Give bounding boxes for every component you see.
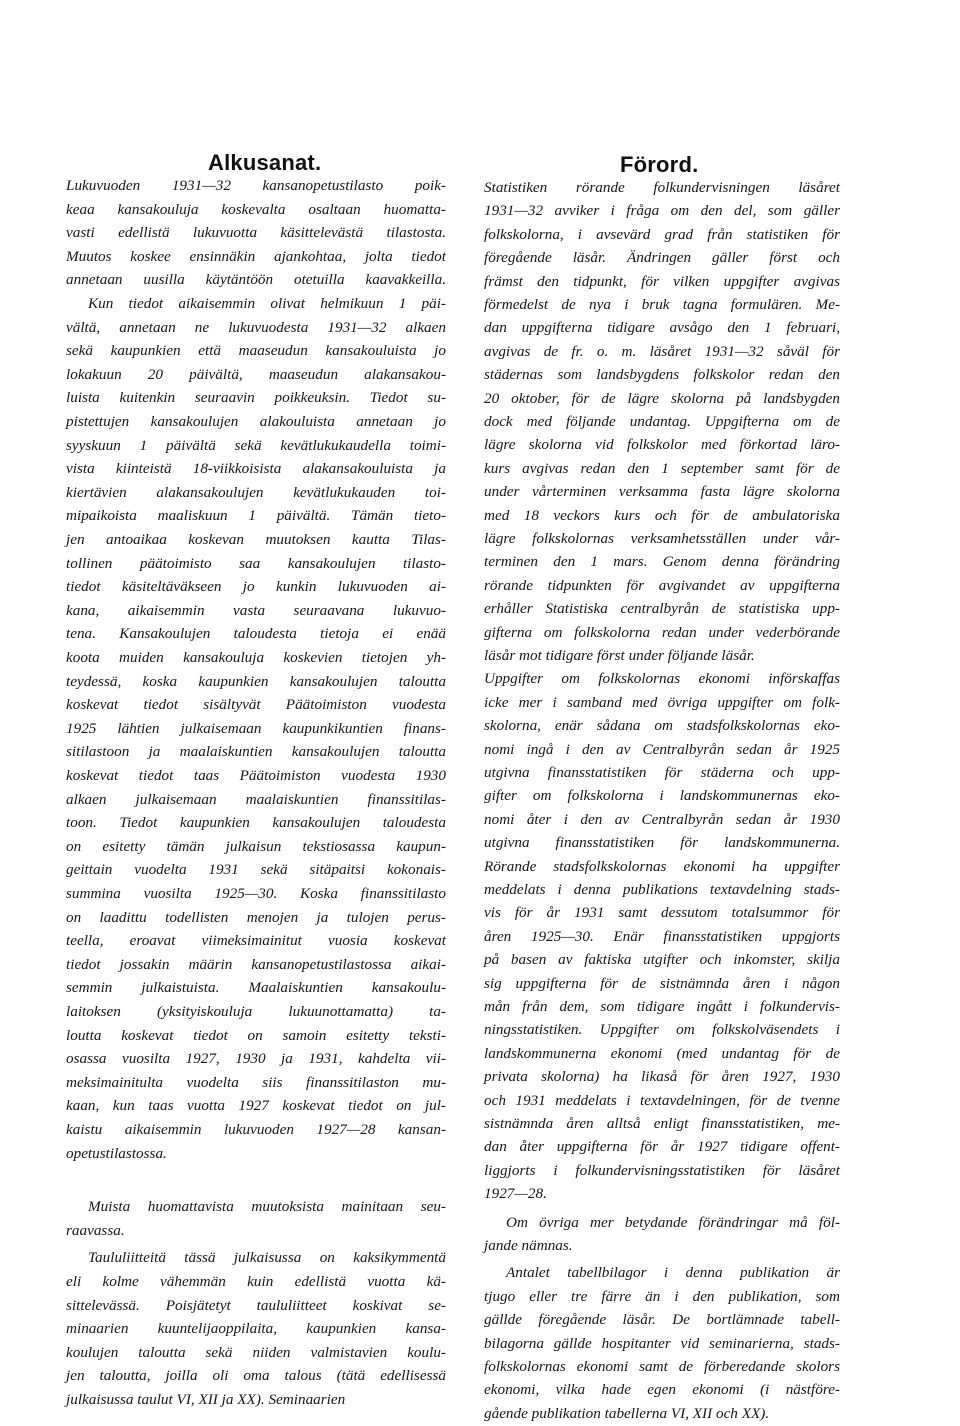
text-line: vis för år 1931 samt dessutom totalsummor för xyxy=(484,904,840,922)
text-line: jande nämnas. xyxy=(484,1237,573,1254)
text-line: Taululiitteitä tässä julkaisussa on kaksikymmentä xyxy=(88,1249,446,1267)
text-line: privata skolorna) ha likaså för åren 1927, 1930 xyxy=(484,1068,840,1086)
text-line: Om övriga mer betydande förändringar må föl- xyxy=(506,1213,840,1231)
text-line: gällde föregående läsår. De bortlämnade tabell- xyxy=(484,1311,840,1329)
text-line: osassa vuosilta 1927, 1930 ja 1931, kahdelta vii- xyxy=(66,1050,446,1068)
text-line: under vårterminen verksamma fasta lägre skolorna xyxy=(484,483,840,501)
text-line: toon. Tiedot kaupunkien kansakoulujen taloudesta xyxy=(66,814,446,832)
text-line: loutta koskevat tiedot on samoin esitetty teksti- xyxy=(66,1026,446,1044)
text-line: tjugo eller tre färre än i den publikation, som xyxy=(484,1287,840,1305)
text-line: städernas som landsbygdens folkskolor redan den xyxy=(484,366,840,384)
text-line: lägre skolorna vid folkskolor med förkortad läro- xyxy=(484,436,840,454)
finnish-title: Alkusanat. xyxy=(208,150,322,175)
text-line: landskommunerna ekonomi (med undantag för de xyxy=(484,1044,840,1062)
text-line: Rörande stadsfolkskolornas ekonomi ha uppgifter xyxy=(484,857,840,875)
text-line: kiertävien alakansakoulujen kevätlukukauden toi- xyxy=(66,483,446,501)
text-line: geittain vuodelta 1931 sekä sitäpaitsi kokonais- xyxy=(66,861,446,879)
text-line: pistettujen kansakoulujen alakouluista annetaan jo xyxy=(66,413,446,430)
text-line: Statistiken rörande folkundervisningen läsåret xyxy=(484,179,840,196)
text-line: tiedot jossakin määrin kansanopetustilastossa aikai- xyxy=(66,955,446,973)
text-line: sitilastoon ja maalaiskuntien kansakoulujen taloutta xyxy=(66,743,446,761)
text-line: Muutos koskee ensinnäkin ajankohtaa, jolta tiedot xyxy=(66,247,446,265)
text-line: och 1931 meddelats i textavdelningen, för de tvenne xyxy=(484,1091,840,1109)
text-line: dock med följande undantag. Uppgifterna om de xyxy=(484,413,840,430)
text-line: icke mer i samband med övriga uppgifter om folk- xyxy=(484,693,840,711)
text-line: tena. Kansakoulujen taloudesta tietoja ei enää xyxy=(66,625,446,643)
text-line: koskevat tiedot sisältyvät Päätoimiston vuodesta xyxy=(66,696,446,714)
text-line: avgivas de fr. o. m. läsåret 1931—32 såväl för xyxy=(484,342,840,360)
text-line: 1925 lähtien julkaisemaan kaupunkikuntien finans- xyxy=(66,719,446,737)
text-line: gifterna om folkskolorna redan under vederbörande xyxy=(484,623,840,641)
text-line: semmin julkaistuista. Maalaiskuntien kansakoulu- xyxy=(66,979,446,997)
text-line: 1927—28. xyxy=(484,1185,547,1203)
text-line: teydessä, koska kaupunkien kansakoulujen taloutta xyxy=(66,672,446,690)
text-line: kaistu aikaisemmin lukuvuoden 1927—28 kansan- xyxy=(66,1121,446,1138)
text-line: mipaikoista maaliskuun 1 päivältä. Tämän tieto- xyxy=(66,507,446,525)
text-line: tiedot käsiteltäväkseen jo kunkin lukuvuoden ai- xyxy=(66,578,446,596)
text-line: vältä, annetaan ne lukuvuodesta 1931—32 alkaen xyxy=(66,318,446,336)
text-line: meddelats i denna publikations textavdelning stads- xyxy=(484,881,840,898)
text-line: koota muiden kansakouluja koskevien tietojen yh- xyxy=(66,649,446,666)
text-line: sig uppgifterna för de sistnämnda åren i någon xyxy=(484,974,840,992)
text-line: lokakuun 20 päivältä, maaseudun alakansakou- xyxy=(66,365,446,383)
text-line: utgivna finansstatistiken för städerna och upp- xyxy=(484,764,840,781)
text-line: Kun tiedot aikaisemmin olivat helmikuun 1 päi- xyxy=(88,295,446,312)
text-line: ekonomi, vilka hade egen ekonomi (i nästföre- xyxy=(484,1381,840,1399)
text-line: koskevat tiedot taas Päätoimiston vuodesta 1930 xyxy=(66,767,446,784)
text-line: nomi ingå i den av Centralbyrån sedan år 1925 xyxy=(484,740,840,758)
text-line: alkaen julkaisemaan maalaiskuntien finanssitilas- xyxy=(66,790,446,808)
text-line: summina vuosilta 1925—30. Koska finanssitilasto xyxy=(66,885,446,902)
text-line: ningsstatistiken. Uppgifter om folkskolväsendets i xyxy=(484,1021,840,1039)
text-line: syyskuun 1 päivältä sekä kevätlukukaudella toimi- xyxy=(66,436,446,454)
text-line: skolorna, enär sådana om stadsfolkskolornas eko- xyxy=(484,717,840,735)
text-line: folkskolornas ekonomi samt de förberedande skolors xyxy=(484,1358,840,1375)
text-line: gifter om folkskolorna i landskommunernas eko- xyxy=(484,787,840,805)
text-line: tollinen päätoimisto saa kansakoulujen tilasto- xyxy=(66,554,446,572)
text-line: sekä kaupunkien että maaseudun kansakouluista jo xyxy=(66,342,446,360)
text-line: bilagorna gällde hospitanter vid seminarierna, stads- xyxy=(484,1334,840,1352)
text-line: dan åter uppgifterna för år 1927 tidigare offent- xyxy=(484,1138,840,1156)
text-line: 1931—32 avviker i fråga om den del, som gäller xyxy=(484,202,840,220)
text-line: utgivna finansstatistiken för landskommunerna. xyxy=(484,834,840,852)
text-line: rörande tidpunkten för avgivandet av uppgifterna xyxy=(484,576,840,594)
text-line: jen taloutta, joilla oli oma talous (tätä edellisessä xyxy=(66,1367,446,1385)
text-line: on laadittu todellisten menojen ja tulojen perus- xyxy=(66,908,446,926)
text-line: Uppgifter om folkskolornas ekonomi införskaffas xyxy=(484,670,840,688)
text-line: opetustilastossa. xyxy=(66,1144,167,1162)
text-line: annetaan uusilla käytäntöön otetuilla kaavakkeilla. xyxy=(66,271,446,289)
text-line: Muista huomattavista muutoksista mainitaan seu- xyxy=(88,1198,446,1216)
text-line: åren 1925—30. Enär finansstatistiken uppgjorts xyxy=(484,927,840,945)
text-line: främst den tidpunkt, för vilken uppgifter avgivas xyxy=(484,272,840,290)
text-line: sistnämnda åren alltså enligt finansstatistiken, me- xyxy=(484,1115,840,1132)
text-line: on esitetty tämän julkaisun tekstiosassa kaupun- xyxy=(66,837,446,855)
text-line: laitoksen (yksityiskouluja lukuunottamatta) ta- xyxy=(66,1003,446,1020)
text-line: läsår mot tidigare först under följande läsår. xyxy=(484,647,755,664)
text-line: erhåller Statistiska centralbyrån de statistiska upp- xyxy=(484,600,840,618)
text-line: luista kuitenkin seuraavin poikkeuksin. Tiedot su- xyxy=(66,389,446,407)
text-line: koulujen taloutta sekä niiden valmistavien koulu- xyxy=(66,1343,446,1361)
text-line: raavassa. xyxy=(66,1221,125,1239)
text-line: gående publikation tabellerna VI, XII och XX). xyxy=(484,1404,770,1422)
text-line: sittelevässä. Poisjätetyt taululiitteet koskivat se- xyxy=(66,1296,446,1314)
text-line: mån från dem, som tidigare ingått i folkundervis- xyxy=(484,998,840,1015)
text-line: nomi åter i den av Centralbyrån sedan år 1930 xyxy=(484,810,840,828)
text-line: teella, eroavat viimeksimainitut vuosia koskevat xyxy=(66,932,446,950)
swedish-title: Förord. xyxy=(620,152,699,177)
text-line: Lukuvuoden 1931—32 kansanopetustilasto poik- xyxy=(66,177,446,194)
text-line: meksimainitulta vuodelta siis finanssitilaston mu- xyxy=(66,1073,446,1091)
text-line: kaan, kun taas vuotta 1927 koskevat tiedot on jul- xyxy=(66,1097,446,1115)
text-line: förmedelst de nya i bruk tagna formulären. Me- xyxy=(484,296,840,313)
text-line: terminen den 1 mars. Genom denna förändring xyxy=(484,553,840,571)
text-line: julkaisussa taulut VI, XII ja XX). Seminaarien xyxy=(66,1391,346,1408)
text-line: minaarien kuuntelijaoppilaita, kaupunkien kansa- xyxy=(66,1320,446,1338)
text-line: liggjorts i folkundervisningsstatistiken för läsåret xyxy=(484,1161,840,1179)
text-line: vista kiinteistä 18-viikkoisista alakansakouluista ja xyxy=(66,460,446,478)
text-line: jen antoaikaa koskevan muutoksen kautta Tilas- xyxy=(66,531,446,548)
text-line: föregående läsår. Ändringen gäller först och xyxy=(484,249,840,267)
text-line: med 18 veckors kurs och för de ambulatoriska xyxy=(484,506,840,524)
text-line: lägre folkskolornas verksamhetsställen under vår- xyxy=(484,530,840,547)
text-line: vasti edellistä lukuvuotta käsittelevästä tilastosta. xyxy=(66,224,446,242)
text-line: kurs avgivas redan den 1 september samt för de xyxy=(484,459,840,477)
text-line: Antalet tabellbilagor i denna publikation är xyxy=(506,1264,840,1282)
text-line: folkskolorna, i avsevärd grad från statistiken för xyxy=(484,225,840,243)
text-line: på basen av faktiska utgifter och inkomster, skilja xyxy=(484,951,840,969)
text-line: kana, aikaisemmin vasta seuraavana lukuvuo- xyxy=(66,601,446,619)
text-line: dan uppgifterna tidigare avsågo den 1 februari, xyxy=(484,319,840,337)
text-line: 20 oktober, för de lägre skolorna på landsbygden xyxy=(484,389,840,407)
text-line: eli kolme vähemmän kuin edellistä vuotta kä- xyxy=(66,1273,446,1290)
text-line: keaa kansakouluja koskevalta osaltaan huomatta- xyxy=(66,200,446,218)
